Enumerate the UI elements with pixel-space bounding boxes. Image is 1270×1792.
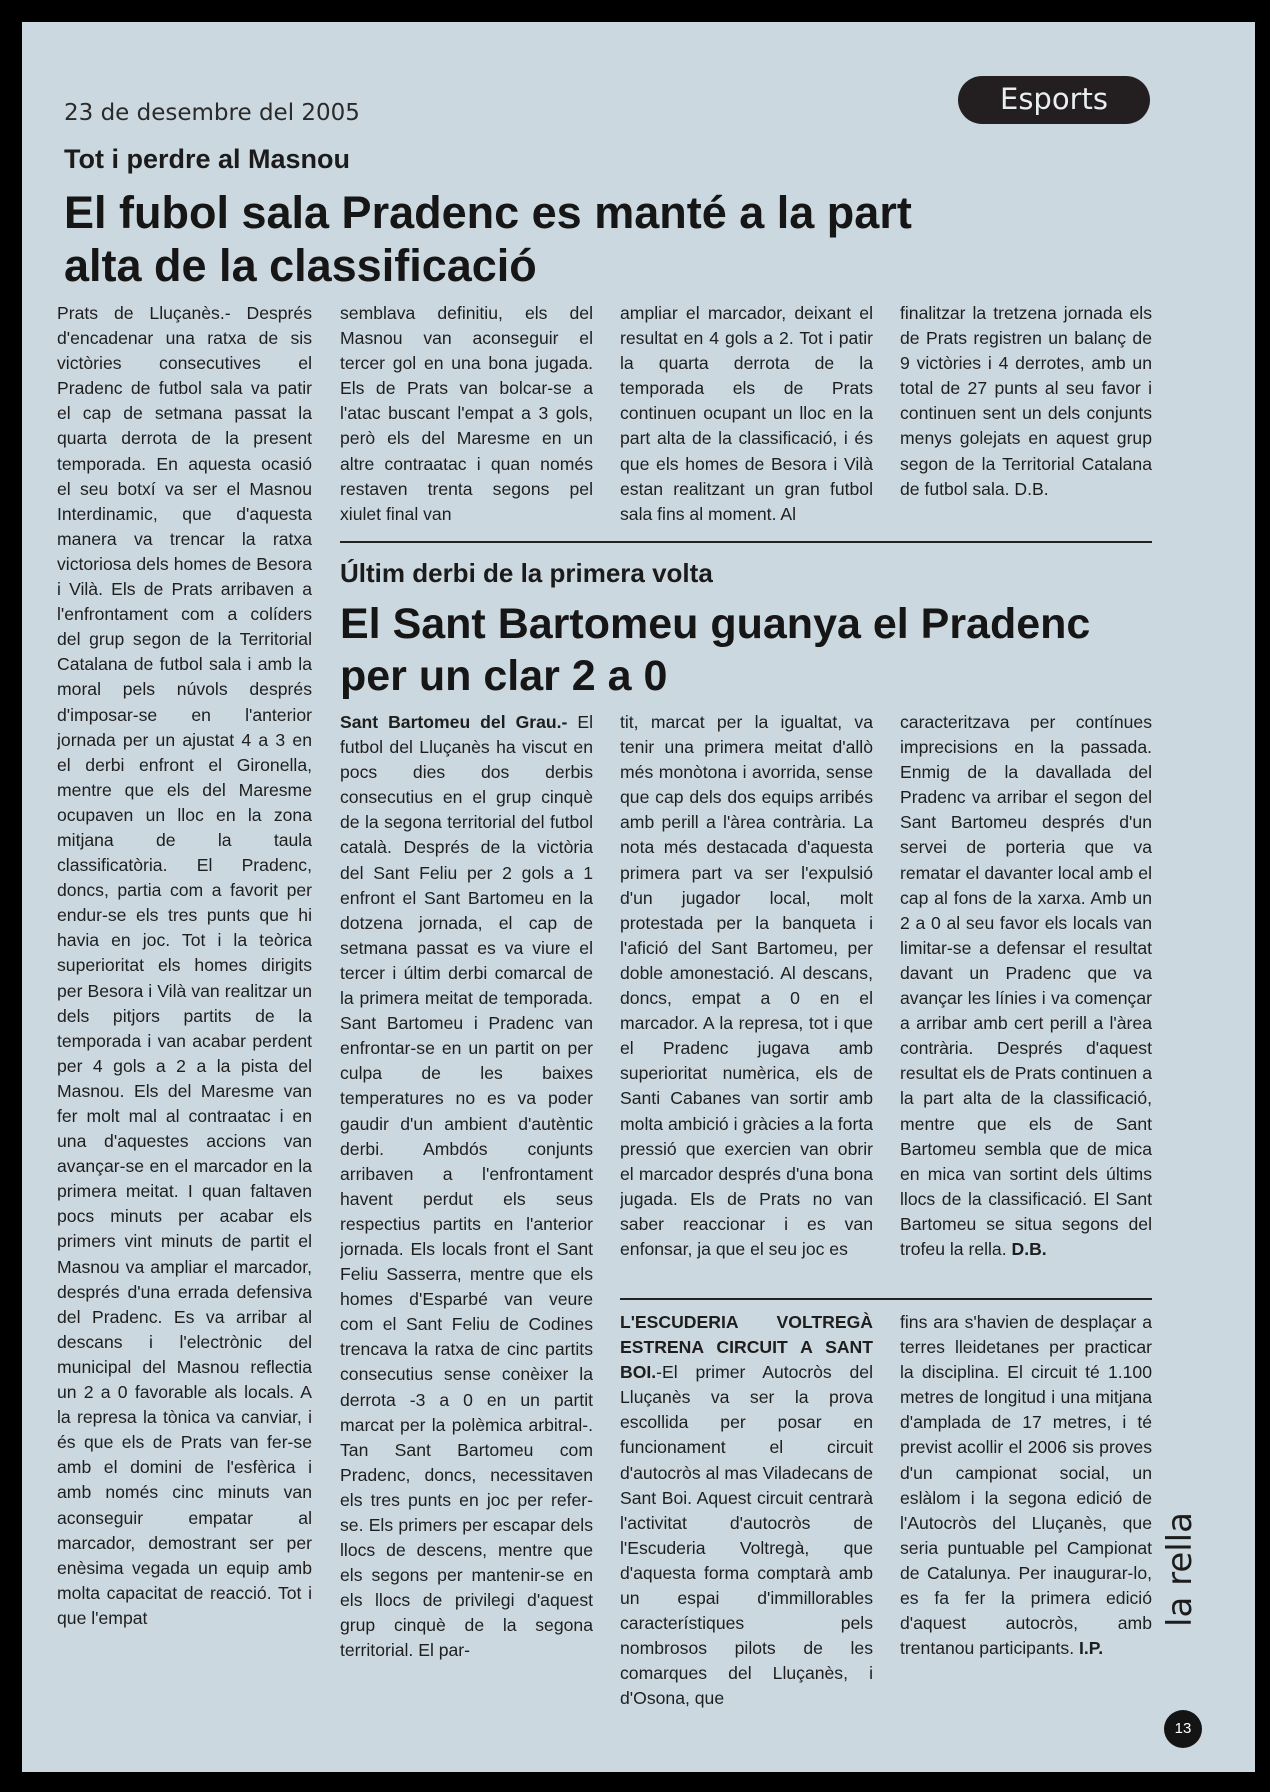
article2-column-1 — [340, 710, 593, 1711]
article2-kicker: Últim derbi de la primera volta — [340, 558, 713, 588]
article2-dateline: Sant Bartomeu del Grau.- — [340, 712, 568, 732]
article1-column-2: semblava definitiu, els del Masnou van aconseguir el tercer gol en una bona jugada. Els de Prats van bolcar-se a l'atac buscant l'empat a 3 gols, però els del Maresme en un altre contraatac i quan només restaven trenta segons pel xiulet final van — [340, 303, 593, 524]
article1-column-4: finalitzar la tretzena jornada els de Prats registren un balanç de 9 victòries i 4 derrotes, amb un total de 27 punts al seu favor i continuen sent un dels conjunts menys golejats en aquest grup segon de la Territorial Catalana de futbol sala. D.B. — [900, 303, 1152, 499]
article2-column-1-text: El futbol del Lluçanès ha viscut en pocs dies dos derbis consecutius en el grup cinquè de la segona territorial del futbol català. Després de la victòria del Sant Feliu per 2 gols a 1 enfront el Sant Bartomeu en la dotzena jornada, el cap de setmana passat es va viure el tercer i últim derbi comarcal de la primera meitat de temporada. Sant Bartomeu i Pradenc van enfrontar-se en un partit on per culpa de les baixes temperatures no es va poder gaudir d'un ambient d'autèntic derbi. Ambdós conjunts arribaven a l'enfrontament havent perdut els seus respectius partits en l'anterior jornada. Els locals front el Sant Feliu Sasserra, mentre que els homes d'Esparbé van veure com el Sant Feliu de Codines trencava la ratxa de cinc partits consecutius sense conèixer la derrota -3 a 0 en un partit marcat per la polèmica arbitral-. Tan Sant Bartomeu com Pradenc, doncs, necessitaven els tres punts en joc per refer-se. Els primers per escapar dels llocs de descens, mentre que els segons per mantenir-se en els llocs de privilegi d'aquest grup cinquè de la segona territorial. El par- — [340, 712, 593, 1661]
article2-headline: El Sant Bartomeu guanya el Pradenc per un clar 2 a 0 — [340, 600, 1091, 700]
brief-divider — [620, 1298, 1152, 1300]
article1-column-3: ampliar el marcador, deixant el resultat en 4 gols a 2. Tot i patir la quarta derrota de la temporada els de Prats continuen ocupant un lloc en la part alta de la classificació, i és que els homes de Besora i Vilà estan realitzant un gran futbol sala fins al moment. Al — [620, 303, 873, 524]
page-number: 13 — [1164, 1710, 1202, 1748]
publication-name: la rella — [1160, 1512, 1200, 1627]
article2-column-3-text: caracteritzava per contínues imprecisions en la passada. Enmig de la davallada del Pradenc va arribar el segon del Sant Bartomeu després d'un servei de porteria que va rematar el davanter local amb el cap al fons de la xarxa. Amb un 2 a 0 al seu favor els locals van limitar-se a defensar el resultat davant un Pradenc que va avançar les línies i va començar a arribar amb cert perill a l'àrea contrària. Després d'aquest resultat els de Prats continuen a la part alta de la classificació, mentre que els de Sant Bartomeu sembla que de mica en mica van sortint dels últims llocs de la classificació. El Sant Bartomeu se situa segons del trofeu la rella. — [900, 712, 1152, 1259]
article1-kicker: Tot i perdre al Masnou — [64, 144, 351, 174]
section-tab: Esports — [958, 76, 1150, 124]
article3-column-2 — [900, 1310, 1152, 1711]
article2-column-2: tit, marcat per la igualtat, va tenir una primera meitat d'allò més monòtona i avorrida, sense que cap dels dos equips arribés amb perill a l'àrea contrària. La nota més destacada d'aquesta primera part va ser l'expulsió d'un jugador local, molt protestada per la banqueta i l'afició del Sant Bartomeu, per doble amonestació. Al descans, doncs, empat a 0 en el marcador. A la represa, tot i que el Pradenc jugava amb superioritat numèrica, els de Santi Cabanes van sortir amb molta ambició i gràcies a la forta pressió que exercien van obrir el marcador després d'una bona jugada. Els de Prats no van saber reaccionar i es van enfonsar, ja que el seu joc es — [620, 712, 873, 1259]
article3-signature: I.P. — [1074, 1638, 1104, 1659]
article3-column-2-text: fins ara s'havien de desplaçar a terres lleidetanes per practicar la disciplina. El circuit té 1.100 metres de longitud i una mitjana d'amplada de 17 metres, i té previst acollir el 2006 sis proves d'un campionat social, un eslàlom i la segona edició de l'Autocròs del Lluçanès, que seria puntuable pel Campionat de Catalunya. Per inaugurar-lo, es fa fer la primera edició d'aquest autocròs, amb trentanou participants. — [900, 1312, 1152, 1659]
article3-column-1-text: -El primer Autocròs del Lluçanès va ser la prova escollida per posar en funcionament el circuit d'autocròs al mas Viladecans de Sant Boi. Aquest circuit centrarà l'activitat d'autocròs de l'Escuderia Voltregà, que d'aquesta forma comptarà amb un espai d'immillorables característiques pels nombrosos pilots de les comarques del Lluçanès, i d'Osona, que — [620, 1362, 873, 1709]
article1-column-1: Prats de Lluçanès.- Després d'encadenar una ratxa de sis victòries consecutives el Pradenc de futbol sala va patir el cap de setmana passat la quarta derrota de la present temporada. En aquesta ocasió el seu botxí va ser el Masnou Interdinamic, que d'aquesta manera va trencar la ratxa victoriosa dels homes de Besora i Vilà. Els de Prats arribaven a l'enfrontament com a colíders del grup segon de la Territorial Catalana de futbol sala i amb la moral pels núvols després d'imposar-se en l'anterior jornada per un ajustat 4 a 3 en el derbi enfront el Gironella, mentre que els del Maresme ocupaven un lloc en la zona mitjana de la taula classificatòria. El Pradenc, doncs, partia com a favorit per endur-se els tres punts que hi havia en joc. Tot i la teòrica superioritat els homes dirigits per Besora i Vilà van realitzar un dels pitjors partits de la temporada i van acabar perdent per 4 gols a 2 a la pista del Masnou. Els del Maresme van fer molt mal al contraatac i en una d'aquestes accions van avançar-se en el marcador en la primera meitat. I quan faltaven pocs minuts per acabar els primers vint minuts de partit el Masnou va ampliar el marcador, després d'una errada defensiva del Pradenc. Es va arribar al descans i l'electrònic del municipal del Masnou reflectia un 2 a 0 favorable als locals. A la represa la tònica va canviar, i és que els de Prats van fer-se amb el domini de l'esfèrica i amb només cinc minuts van aconseguir empatar al marcador, demostrant ser per enèsima vegada un equip amb molta capacitat de reacció. Tot i que l'empat — [57, 303, 312, 1628]
article1-headline: El fubol sala Pradenc es manté a la part alta de la classificació — [64, 187, 912, 291]
article2-signature: D.B. — [1006, 1238, 1047, 1259]
article2-column-3 — [900, 710, 1152, 1290]
article3-column-1 — [620, 1310, 873, 1711]
article3-lead: L'ESCUDERIA VOLTREGÀ ESTRENA CIRCUIT A SANT BOI. — [620, 1312, 873, 1383]
article-divider — [340, 541, 1152, 543]
issue-date: 23 de desembre del 2005 — [64, 100, 360, 126]
newspaper-page — [22, 22, 1255, 1772]
